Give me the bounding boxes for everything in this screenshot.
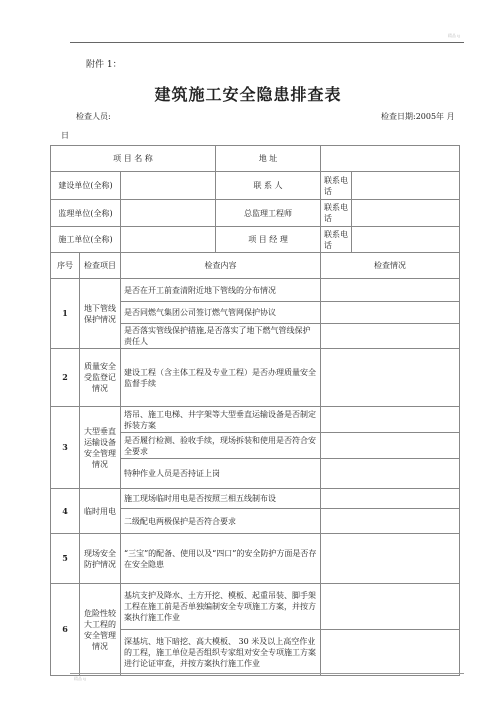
supervisor-label: 监理单位(全称) (51, 200, 121, 227)
row-2-item: 质量安全受监登记情况 (80, 349, 121, 407)
address-label: 地 址 (216, 146, 321, 172)
row-5-no: 5 (51, 534, 80, 584)
row-3-content-1: 塔吊、施工电梯、井字架等大型垂直运输设备是否制定拆装方案 (121, 407, 321, 433)
row-3-content-3: 特种作业人员是否持证上岗 (121, 459, 321, 489)
builder-value[interactable] (121, 172, 216, 200)
contractor-phone-label: 联系电话 (321, 227, 352, 253)
row-4-content-1: 施工现场临时用电是否按照三相五线制布设 (121, 489, 321, 509)
footer-rule (70, 673, 464, 674)
row-3-content-2: 是否履行检测、验收手续，现场拆装和使用是否符合安全要求 (121, 433, 321, 459)
row-3-no: 3 (51, 407, 80, 489)
supervisor-phone-value[interactable] (352, 200, 460, 227)
row-4-content-2: 二级配电两极保护是否符合要求 (121, 509, 321, 534)
row-1-content-1: 是否在开工前查清附近地下管线的分布情况 (121, 279, 321, 302)
table-row (51, 349, 460, 407)
table-row (51, 407, 460, 433)
info-row-supervisor (51, 200, 460, 227)
row-4-result-2[interactable] (321, 509, 460, 534)
contractor-phone-value[interactable] (352, 227, 460, 253)
table-row (51, 584, 460, 630)
date-label: 检查日期:2005年 月 (381, 112, 455, 121)
col-result-header: 检查情况 (321, 253, 460, 279)
builder-phone-value[interactable] (352, 172, 460, 200)
row-6-result-1[interactable] (321, 584, 460, 630)
row-2-result-1[interactable] (321, 349, 460, 407)
supervisor-phone-label: 联系电话 (321, 200, 352, 227)
footer-mark: 精品 ij (74, 676, 86, 681)
row-1-result-3[interactable] (321, 324, 460, 349)
project-manager-label: 项 目 经 理 (216, 227, 321, 253)
inspection-table (50, 145, 460, 676)
row-5-item: 现场安全防护情况 (80, 534, 121, 584)
contact-person-label: 联 系 人 (216, 172, 321, 200)
table-row (51, 534, 460, 584)
row-4-no: 4 (51, 489, 80, 534)
col-no-header: 序号 (51, 253, 80, 279)
row-3-item: 大型垂直运输设备安全管理情况 (80, 407, 121, 489)
row-4-item: 临时用电 (80, 489, 121, 534)
row-3-result-3[interactable] (321, 459, 460, 489)
contractor-value[interactable] (121, 227, 216, 253)
page-title: 建筑施工安全隐患排查表 (154, 85, 342, 104)
date-tail: 日 (61, 131, 69, 140)
row-3-result-1[interactable] (321, 407, 460, 433)
contractor-label: 施工单位(全称) (51, 227, 121, 253)
header-mark: 精品 ij (448, 33, 460, 38)
project-name-label: 项 目 名 称 (51, 146, 216, 172)
row-6-result-2[interactable] (321, 630, 460, 676)
info-row-contractor (51, 227, 460, 253)
row-1-item: 地下管线保护情况 (80, 279, 121, 349)
table-row (51, 489, 460, 509)
row-2-no: 2 (51, 349, 80, 407)
row-1-result-1[interactable] (321, 279, 460, 302)
info-row-project (51, 146, 460, 172)
row-4-result-1[interactable] (321, 489, 460, 509)
column-header-row (51, 253, 460, 279)
builder-label: 建设单位(全称) (51, 172, 121, 200)
row-5-content-1: “三宝”的配备、使用以及“四口”的安全防护方面是否存在安全隐患 (121, 534, 321, 584)
row-1-content-3: 是否落实管线保护措施,是否落实了地下燃气管线保护责任人 (121, 324, 321, 349)
contact-phone-label: 联系电话 (321, 172, 352, 200)
row-2-content-1: 建设工程（含主体工程及专业工程）是否办理质量安全监督手续 (121, 349, 321, 407)
row-6-no: 6 (51, 584, 80, 676)
supervisor-value[interactable] (121, 200, 216, 227)
row-1-content-2: 是否同燃气集团公司签订燃气管网保护协议 (121, 302, 321, 324)
row-5-result-1[interactable] (321, 534, 460, 584)
row-1-result-2[interactable] (321, 302, 460, 324)
row-6-item: 危险性较大工程的安全管理情况 (80, 584, 121, 676)
table-row (51, 279, 460, 302)
inspector-label: 检查人员: (76, 112, 111, 121)
row-1-no: 1 (51, 279, 80, 349)
col-item-header: 检查项目 (80, 253, 121, 279)
chief-engineer-label: 总监理工程师 (216, 200, 321, 227)
info-row-builder (51, 172, 460, 200)
address-value[interactable] (321, 146, 460, 172)
col-content-header: 检查内容 (121, 253, 321, 279)
row-6-content-1: 基坑支护及降水、土方开挖、模板、起重吊装、脚手架工程在施工前是否单独编制安全专项施工方案，并按方案执行施工作业 (121, 584, 321, 630)
row-3-result-2[interactable] (321, 433, 460, 459)
header-rule (70, 42, 464, 43)
row-6-content-2: 深基坑、地下暗挖、高大模板、 30 米及以上高空作业的工程，施工单位是否组织专家组对安全专项施工方案进行论证审查，并按方案执行施工作业 (121, 630, 321, 676)
attachment-label: 附件 1： (86, 60, 122, 70)
